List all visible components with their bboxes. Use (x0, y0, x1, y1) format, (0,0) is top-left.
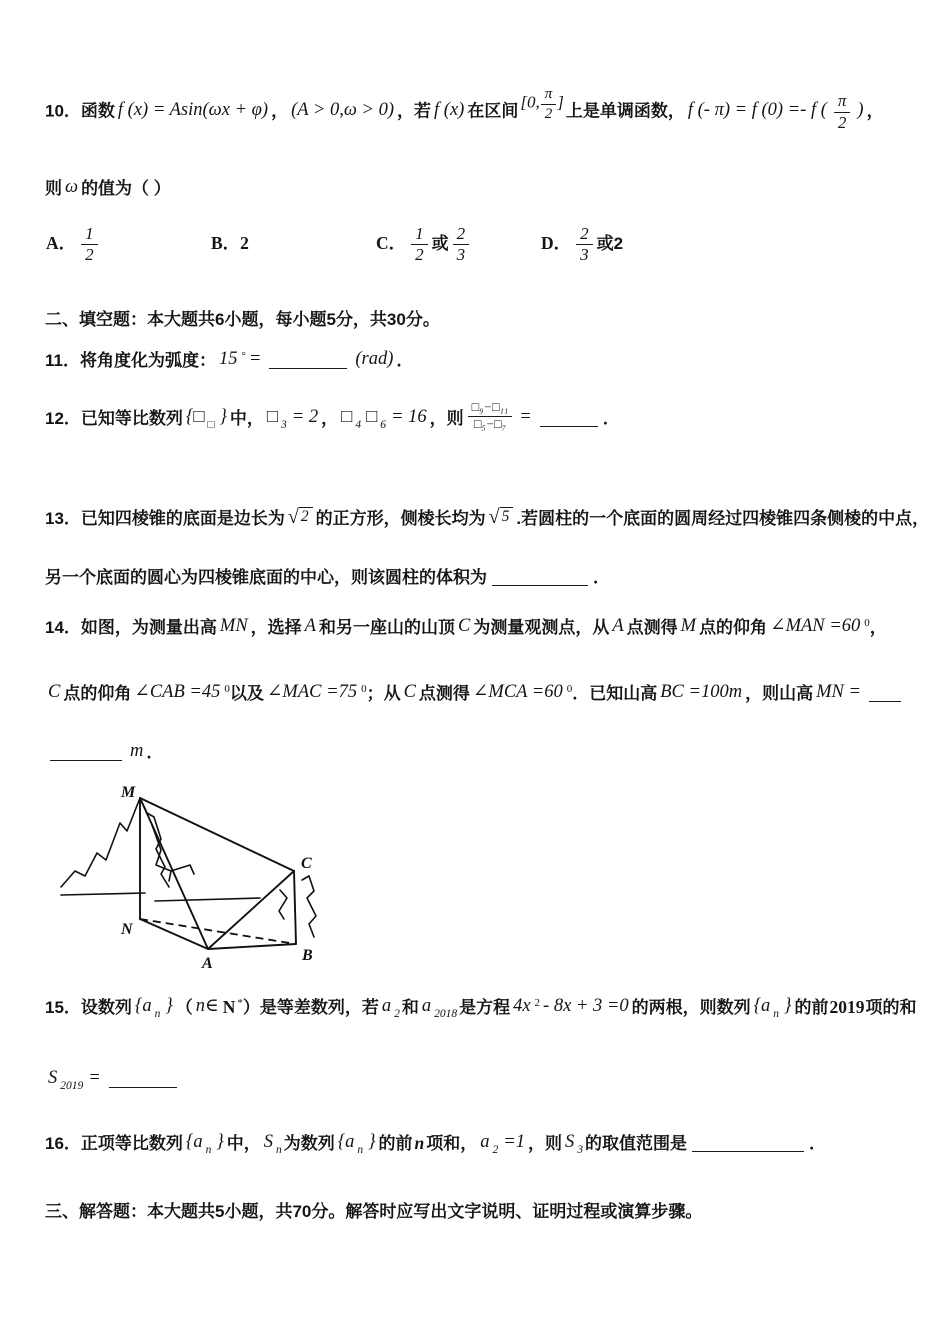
seg-subscript: n (275, 1144, 282, 1157)
seg-math: - 8x + 3 =0 (543, 996, 629, 1017)
seg-text: （ (175, 998, 193, 1018)
seg-text: 上是单调函数， (565, 101, 685, 121)
question-10-line-1 (45, 86, 908, 132)
seg-math: ω (65, 177, 79, 198)
seg-math: A (304, 616, 316, 637)
seg-math: f (x) (434, 99, 465, 120)
seg-text: 16．正项等比数列 (45, 1134, 183, 1154)
seg-bold-text: A． (46, 233, 77, 254)
seg-text: 点测得 (626, 618, 678, 638)
seg-text: 14．如图，为测量出高 (45, 618, 217, 638)
seg-text: ，选择 (250, 618, 302, 638)
seg-math: ∠CAB =45 (134, 682, 221, 703)
fraction: $\frac{1}{2}$ (411, 225, 428, 265)
horizon-line-mid (155, 898, 260, 901)
seg-text: ． (396, 351, 414, 371)
answer-blank (692, 1135, 804, 1152)
seg-text: 项和， (426, 1134, 478, 1154)
question-14-line-2 (45, 674, 908, 710)
seg-text: 以及 (229, 684, 264, 704)
seg-subscript: 2019 (60, 1080, 84, 1093)
seg-bold-text: N (222, 997, 236, 1018)
seg-text: 12．已知等比数列 (45, 409, 183, 429)
seg-math: a (421, 996, 432, 1017)
point-label-N: N (121, 921, 133, 939)
seg-text: 则 (45, 179, 62, 199)
seg-text: 点的仰角 (63, 684, 132, 704)
seg-text: ；从 (366, 684, 401, 704)
seg-math: S (565, 1132, 575, 1153)
seg-text: ． (602, 409, 620, 429)
seg-subscript: n (773, 1008, 780, 1021)
seg-math: C (403, 682, 416, 703)
answer-blank (492, 569, 588, 586)
seg-text: 11．将角度化为弧度： (45, 351, 216, 371)
seg-math: MN (219, 616, 248, 637)
seg-text: 另一个底面的圆心为四棱锥底面的中心，则该圆柱的体积为 (45, 568, 487, 588)
seg-subscript: 2 (394, 1008, 400, 1021)
right-mountain-right-contour (302, 876, 316, 937)
seg-text: 的正方形，侧棱长均为 (315, 509, 486, 529)
seg-text: 在区间 (467, 101, 519, 121)
fraction: $\frac{1}{2}$ (81, 225, 98, 265)
seg-subscript: n (205, 1144, 212, 1157)
seg-text: ）是等差数列，若 (242, 998, 379, 1018)
answer-blank (109, 1071, 177, 1088)
seg-text: 的值为（ ） (81, 179, 171, 199)
seg-text: 和另一座山的山顶 (318, 618, 455, 638)
line-AC (208, 871, 294, 949)
seg-math: = (519, 407, 532, 428)
seg-text: .若圆柱的一个底面的圆周经过四棱锥四条侧棱的中点， (516, 509, 930, 529)
seg-math: □ (366, 407, 378, 428)
seg-text: 中， (229, 409, 264, 429)
seg-math: ) (857, 99, 864, 120)
seg-bold-text: C． (376, 233, 407, 254)
fraction: $\frac{\text{□₉−□₁₁}}{\text{□₅−□₇}}$ (468, 401, 513, 432)
seg-math: ∠MCA =60 (472, 682, 563, 703)
left-mountain-contour (61, 798, 140, 887)
seg-text: ， (271, 101, 289, 121)
seg-text: ，则山高 (745, 684, 814, 704)
answer-blank (269, 352, 347, 369)
seg-math: ∠MAN =60 (770, 616, 861, 637)
question-13-line-1 (45, 502, 930, 535)
question-16 (45, 1127, 908, 1165)
seg-math: } (216, 1132, 224, 1153)
fraction: $\frac{\pi}{2}$ (834, 92, 851, 132)
option-b (210, 221, 250, 267)
question-15-line-1 (45, 988, 917, 1029)
seg-math: M (680, 616, 697, 637)
seg-math: (A > 0,ω > 0) (291, 99, 395, 120)
answer-blank (540, 410, 598, 427)
question-12 (45, 401, 908, 440)
option-c (375, 221, 473, 267)
seg-math: S (48, 1068, 58, 1089)
seg-text: 10．函数 (45, 101, 115, 121)
seg-math: = 16 (391, 407, 427, 428)
seg-math: n∈ (195, 996, 219, 1017)
fraction: $\frac{\pi}{2}$ (541, 86, 557, 122)
seg-math: {a (134, 996, 152, 1017)
seg-text: 项的和 (865, 998, 917, 1018)
seg-superscript: 0 (224, 683, 230, 696)
seg-math: 15 (218, 349, 238, 370)
mountain-figure (55, 777, 908, 972)
seg-text: 中， (226, 1134, 261, 1154)
line-AB (208, 944, 296, 949)
seg-text: 为数列 (283, 1134, 335, 1154)
horizon-line-left (61, 893, 145, 895)
question-14-line-1 (45, 608, 908, 644)
seg-math: 4x (513, 996, 531, 1017)
fraction: $\frac{2}{3}$ (576, 225, 593, 265)
fraction: $\frac{2}{3}$ (453, 225, 470, 265)
question-15-line-2 (45, 1063, 908, 1101)
question-10-line-2 (45, 172, 908, 205)
seg-subscript: 6 (380, 419, 387, 432)
seg-subscript: 2 (492, 1144, 499, 1157)
seg-math: } (219, 407, 227, 428)
point-label-B: B (302, 947, 313, 965)
seg-math: □ (341, 407, 353, 428)
seg-math: } (165, 996, 173, 1017)
seg-math: = (88, 1068, 101, 1089)
point-label-C: C (301, 855, 312, 873)
answer-blank (50, 744, 122, 761)
seg-math: MN = (816, 682, 861, 703)
seg-text: 13．已知四棱锥的底面是边长为 (45, 509, 285, 529)
section-3-header: 三、解答题：本大题共5小题，共70分。解答时应写出文字说明、证明过程或演算步骤。 (45, 1202, 703, 1222)
seg-math: =1 (503, 1132, 526, 1153)
seg-text: ．已知山高 (572, 684, 658, 704)
seg-subscript: 2018 (434, 1008, 458, 1021)
question-13-line-2 (45, 563, 908, 594)
seg-text: ，若 (397, 101, 432, 121)
mountain-figure-svg (55, 777, 400, 972)
seg-math: C (48, 682, 61, 703)
seg-text: 的两根，则数列 (631, 998, 751, 1018)
question-11 (45, 341, 908, 377)
seg-subscript: 3 (577, 1144, 584, 1157)
seg-superscript: 0 (864, 617, 870, 630)
seg-math: a (480, 1132, 490, 1153)
answer-blank (869, 685, 901, 702)
seg-math: } (784, 996, 792, 1017)
seg-math: } (368, 1132, 376, 1153)
seg-math: = 2 (291, 407, 319, 428)
seg-text: 的取值范围是 (585, 1134, 688, 1154)
seg-subscript: n (154, 1008, 161, 1021)
seg-math: {a (753, 996, 771, 1017)
seg-text: 点测得 (418, 684, 470, 704)
seg-text: 是方程 (459, 998, 511, 1018)
question-14-line-3 (45, 736, 908, 769)
line-MC (140, 798, 294, 871)
seg-superscript: ° (241, 350, 246, 363)
seg-math: m (130, 741, 144, 762)
line-CB (294, 871, 296, 944)
seg-math: {□ (185, 407, 205, 428)
point-label-A: A (202, 955, 213, 973)
seg-text: 的前 (794, 998, 829, 1018)
seg-math: {a (337, 1132, 355, 1153)
seg-text: ． (809, 1134, 827, 1154)
seg-text: 15．设数列 (45, 998, 132, 1018)
seg-math: f (x) = Asin(ωx + φ) (117, 99, 269, 120)
seg-text: 或2 (596, 234, 624, 254)
seg-text: ． (593, 568, 610, 588)
seg-text: 点的仰角 (699, 618, 768, 638)
option-a (45, 221, 102, 267)
seg-math: {a (185, 1132, 203, 1153)
seg-superscript: 0 (361, 683, 367, 696)
seg-bold-text: D． (541, 233, 572, 254)
section-2-header: 二、填空题：本大题共6小题，每小题5分，共30分。 (45, 310, 440, 330)
seg-subscript: n (357, 1144, 364, 1157)
seg-text: 或 (431, 234, 449, 254)
left-mountain-ridge (140, 798, 169, 887)
seg-text: 和 (401, 998, 419, 1018)
seg-math: S (263, 1132, 273, 1153)
point-label-M: M (121, 784, 136, 802)
option-d (540, 221, 623, 267)
seg-superscript: 0 (566, 683, 573, 696)
seg-text: 为测量观测点，从 (473, 618, 610, 638)
seg-text: ，则 (528, 1134, 563, 1154)
seg-math: = (248, 349, 262, 370)
sqrt-radical: √ 2 (288, 509, 313, 528)
seg-text: ， (321, 409, 339, 429)
right-mountain-left-contour (279, 890, 287, 919)
seg-math: BC =100m (660, 682, 743, 703)
seg-superscript: 2 (534, 997, 541, 1010)
line-MA (140, 798, 208, 949)
seg-math: ∠MAC =75 (266, 682, 358, 703)
seg-subscript: □ (207, 419, 215, 432)
seg-subscript: 4 (355, 419, 362, 432)
seg-math: □ (266, 407, 279, 428)
seg-math: a (381, 996, 392, 1017)
seg-text: ， (866, 101, 884, 121)
seg-math: (rad) (355, 349, 394, 370)
seg-math: A (612, 616, 624, 637)
sqrt-radical: √ 5 (489, 509, 514, 528)
seg-text: ，则 (429, 409, 464, 429)
seg-superscript: * (237, 997, 243, 1010)
seg-subscript: 3 (281, 419, 287, 432)
question-10-options (45, 221, 908, 273)
seg-text: ． (146, 743, 164, 763)
line-NA (140, 919, 208, 949)
interval-notation: [0, $\frac{\pi}{2}$ ] (520, 86, 564, 122)
seg-text: ， (869, 618, 887, 638)
seg-math: C (457, 616, 471, 637)
seg-bold-text: B．2 (211, 233, 249, 254)
seg-bold-text: 2019 (829, 997, 865, 1018)
seg-bold-italic-text: n (414, 1133, 425, 1154)
seg-text: 的前 (378, 1134, 413, 1154)
seg-math: f (- π) = f (0) =- f ( (687, 99, 827, 120)
